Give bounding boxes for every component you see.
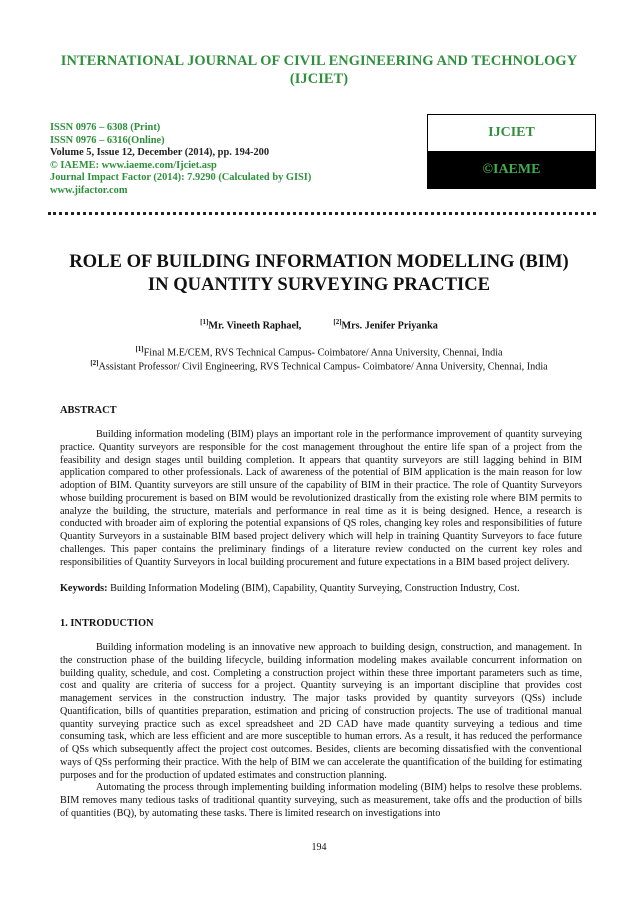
abstract-section bbox=[60, 405, 582, 594]
journal-title: INTERNATIONAL JOURNAL OF CIVIL ENGINEERING AND TECHNOLOGY (IJCIET) bbox=[60, 53, 578, 87]
journal-info bbox=[50, 122, 311, 198]
aff2-mark: [2] bbox=[90, 359, 99, 367]
abstract-heading: ABSTRACT bbox=[60, 405, 117, 416]
paper-title-line1: ROLE OF BUILDING INFORMATION MODELLING (BIM) bbox=[69, 251, 569, 272]
intro-paragraph-1: Building information modeling is an innovative new approach to building design, construction, and management. In the construction phase of the building lifecycle, building information modeling makes available concurrent information on building quality, schedule, and cost. Completing a construction project within these three important parameters such as time, cost and quality are criteria of success for a project. Quantity surveying is an important discipline that provides cost management services in the construction industry. The major tasks provided by quantity surveyors (QSs) include Quantification, bills of quantities preparation, estimation and pricing of construction projects. The use of traditional manual quantity surveying practice such as excel spreadsheet and 2D CAD have made quantity surveying a tedious and time consuming task, which are less efficient and are more susceptible to human errors. As a result, it has reduced the performance of QSs which subsequently affect the project cost outcomes. Besides, clients are becoming dissatisfied with the conventional ways of QSs performing their practice. With the help of BIM we can accelerate the quantification of the building for estimating purposes and for the production of updated estimates and construction planning. bbox=[60, 642, 582, 781]
paper-title bbox=[40, 250, 598, 296]
page-number: 194 bbox=[311, 842, 327, 853]
impact-factor: Journal Impact Factor (2014): 7.9290 (Calculated by GISI) bbox=[50, 172, 312, 184]
aff1-text: Final M.E/CEM, RVS Technical Campus- Coimbatore/ Anna University, Chennai, India bbox=[143, 347, 503, 359]
aff1-mark: [1] bbox=[135, 345, 144, 353]
introduction-section bbox=[60, 618, 582, 821]
affiliation-1 bbox=[40, 345, 598, 358]
paper-title-line2: IN QUANTITY SURVEYING PRACTICE bbox=[147, 274, 491, 295]
author1-name: Mr. Vineeth Raphael, bbox=[208, 320, 302, 332]
author2-name: Mrs. Jenifer Priyanka bbox=[341, 320, 438, 332]
volume-info: Volume 5, Issue 12, December (2014), pp. 194-200 bbox=[50, 147, 270, 159]
copyright-line: © IAEME: www.iaeme.com/Ijciet.asp bbox=[50, 159, 217, 171]
keywords-label: Keywords: bbox=[60, 583, 108, 595]
keywords-text: Building Information Modeling (BIM), Capability, Quantity Surveying, Construction Industry, Cost. bbox=[110, 583, 520, 595]
issn-print: ISSN 0976 – 6308 (Print) bbox=[50, 122, 161, 133]
abstract-text: Building information modeling (BIM) plays an important role in the performance improvement of quantity surveying practice. Quantity surveyors are responsible for the cost management throughout the entire life span of a project from the feasibility and design stages until building completion. It appears that quantity surveyors are still lagging behind in BIM application compared to other professionals. Lack of awareness of the potential of BIM application is the main reason for low adoption of BIM. Quantity surveyors are still unsure of the capability of BIM in their practice. The role of Quantity Surveyors whose building procurement is based on BIM would be revolutionized drastically from the existing role where BIM permits to analyze the building, the structure, materials and performance in real time as it is being designed. Hence, a research is conducted with broader aim of exploring the potential expansions of QS roles, changing key roles and responsibilities of future Quantity Surveyors in a sustainable BIM based project delivery which will help in training Quantity Surveyors to face future challenges. This paper contains the preliminary findings of a literature review conducted on the current key roles and responsibilities of Quantity Surveyors in local building procurement and future expectations in a BIM based project delivery. bbox=[60, 429, 582, 568]
author1-mark: [1] bbox=[200, 318, 209, 326]
introduction-heading: 1. INTRODUCTION bbox=[60, 618, 154, 629]
aff2-text: Assistant Professor/ Civil Engineering, RVS Technical Campus- Coimbatore/ Anna University, Chennai, India bbox=[98, 361, 548, 373]
logo-ijciet: IJCIET bbox=[488, 125, 535, 140]
dotted-divider bbox=[48, 212, 596, 215]
keywords-line bbox=[60, 583, 582, 594]
author-list bbox=[40, 318, 598, 331]
journal-logo bbox=[427, 114, 596, 189]
intro-paragraph-2: Automating the process through implementing building information modeling (BIM) helps to resolve these problems. BIM removes many tedious tasks of traditional quantity surveying, such as measurement, take offs and the production of bills of quantities (BQ), by automating these tasks. There is limited research on investigations into bbox=[60, 782, 582, 819]
issn-online: ISSN 0976 – 6316(Online) bbox=[50, 134, 165, 146]
logo-iaeme: ©IAEME bbox=[428, 151, 595, 188]
website-link[interactable]: www.jifactor.com bbox=[50, 184, 128, 196]
affiliation-2 bbox=[40, 359, 598, 372]
author2-mark: [2] bbox=[333, 318, 342, 326]
